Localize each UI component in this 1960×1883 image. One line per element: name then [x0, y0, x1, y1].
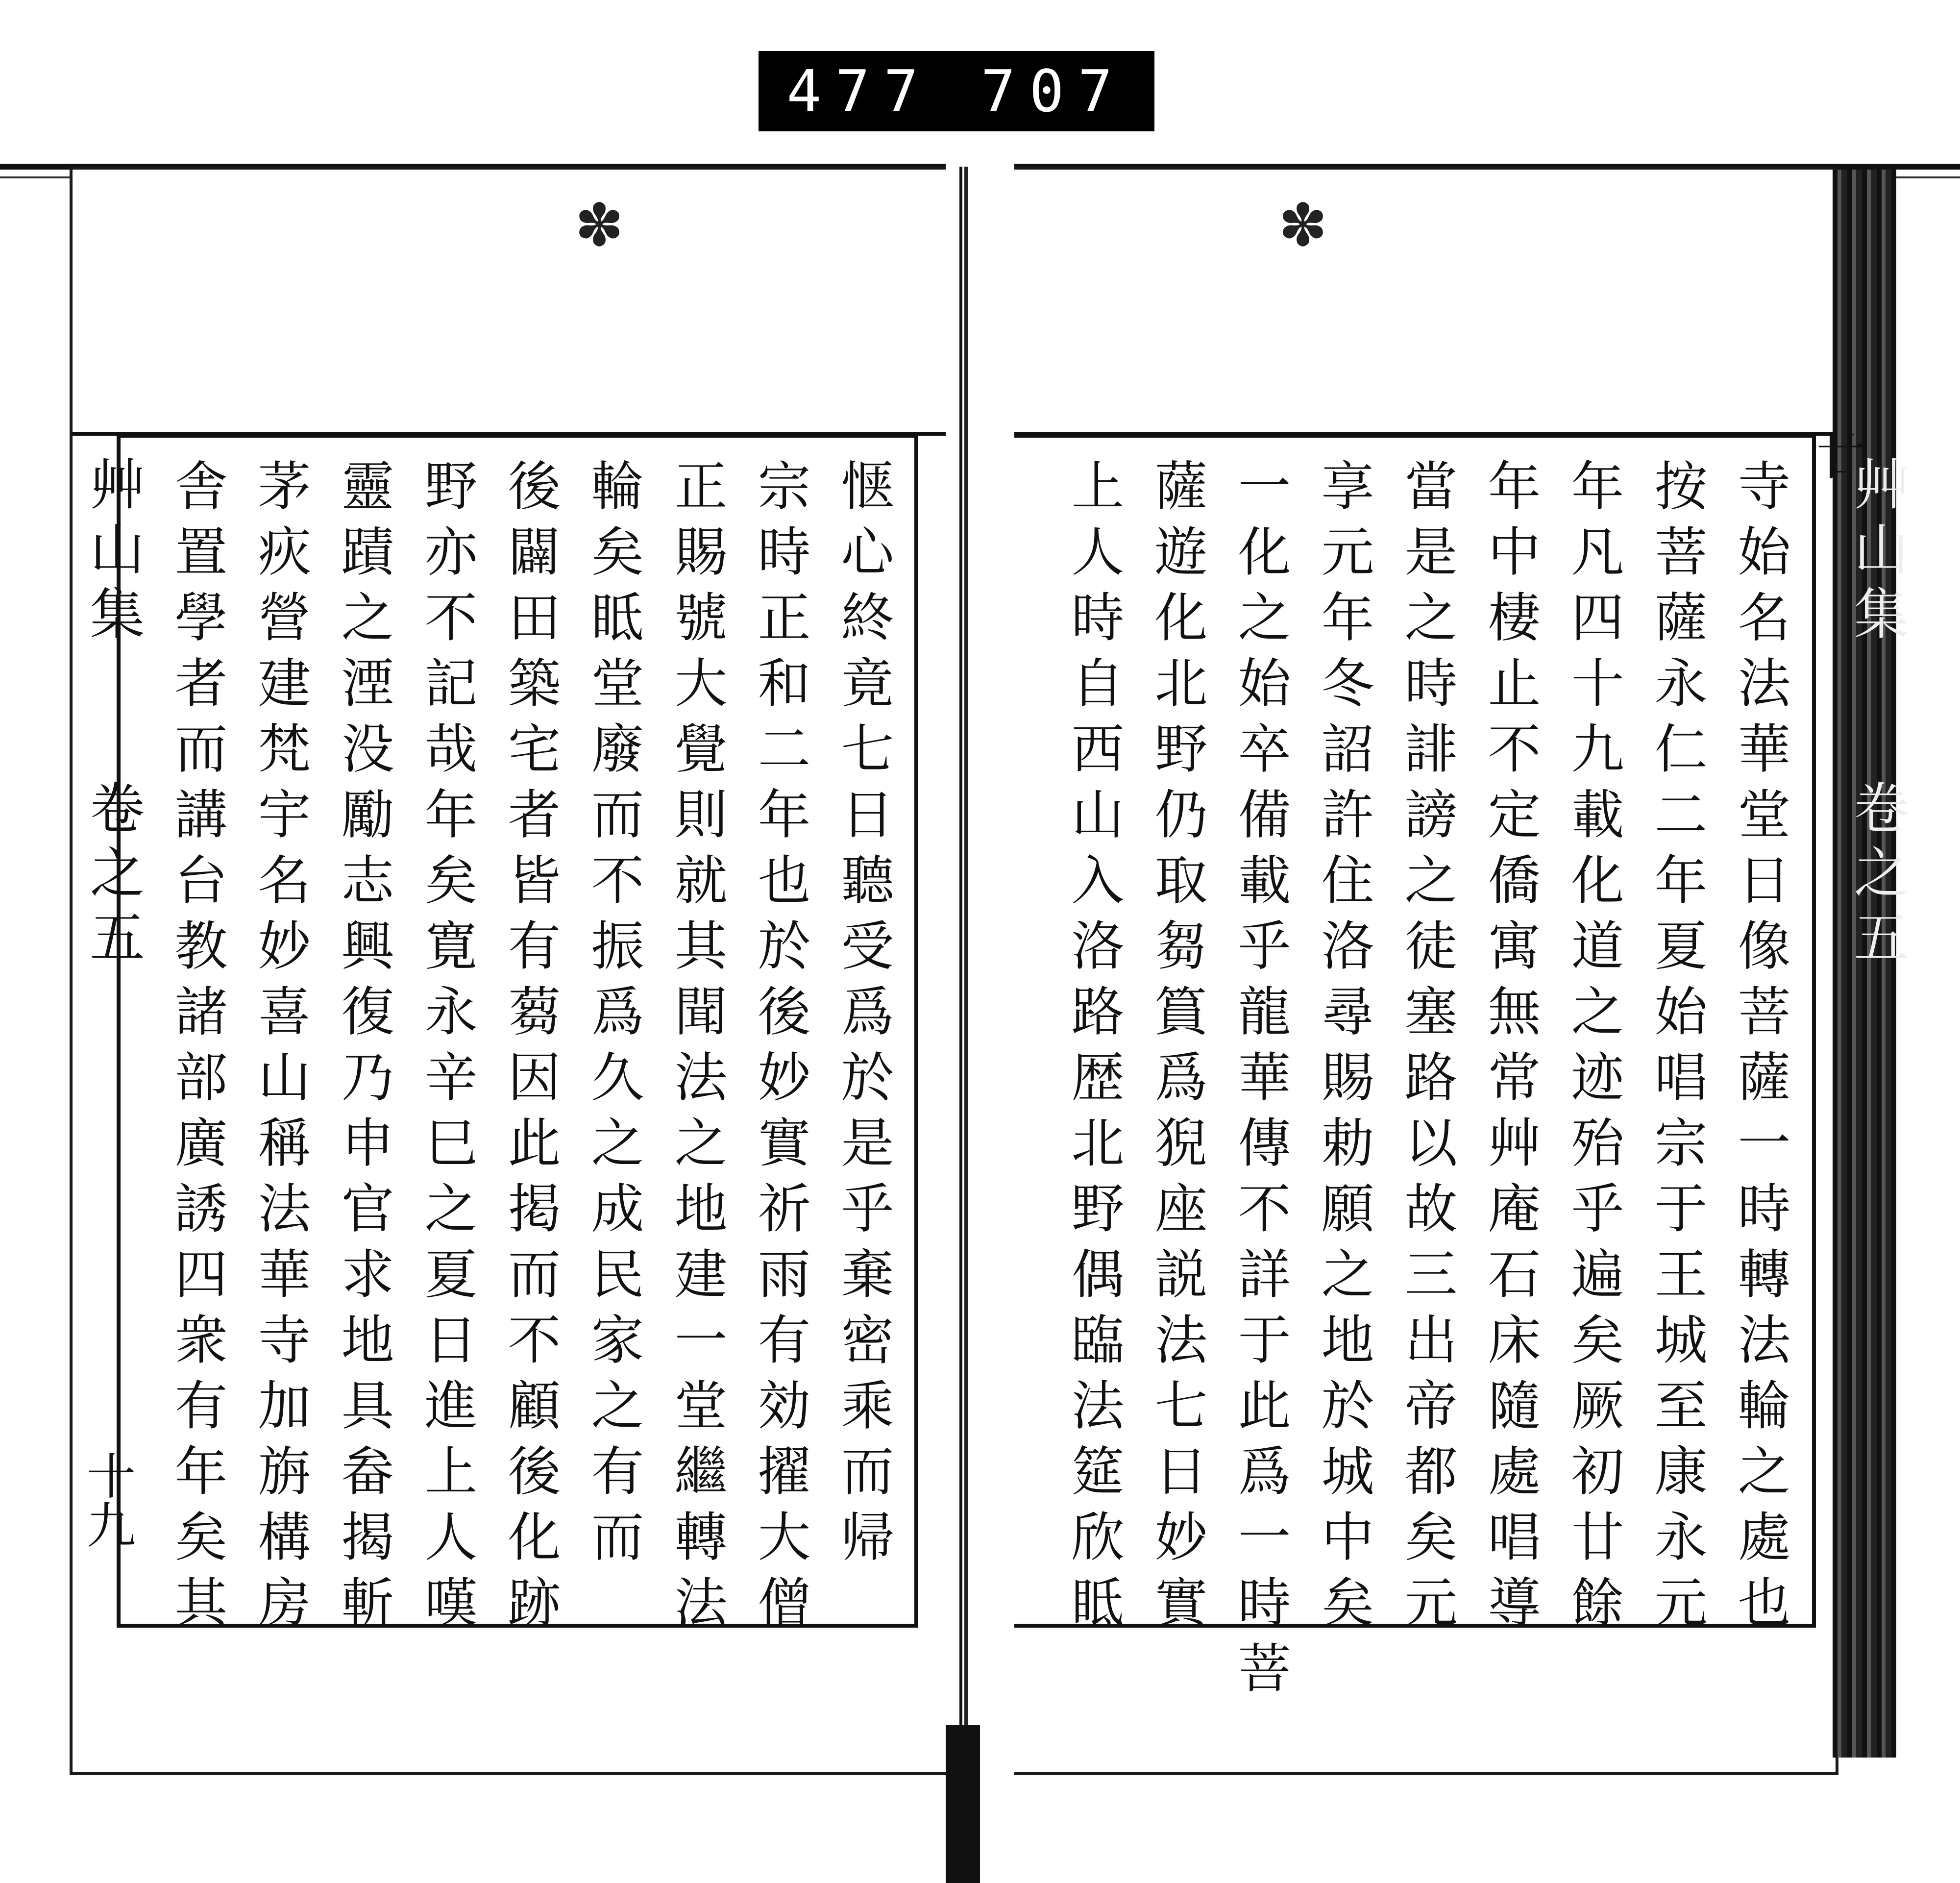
text-column: 靈蹟之湮没勵志興復乃申官求地具畚揭斬 [332, 458, 393, 1640]
catalog-label: 477 707 [759, 51, 1154, 131]
text-column: 宗時正和二年也於後妙實祈雨有効擢大僧 [749, 458, 810, 1640]
gutter-line [959, 167, 962, 1883]
text-column: 一化之始卒備載乎龍華傳不詳于此爲一時菩 [1229, 458, 1290, 1706]
right-folio: 廿 [1808, 431, 1865, 480]
text-column: 野亦不記哉年矣寛永辛巳之夏日進上人嘆 [416, 458, 477, 1640]
text-column: 輪矣眡堂廢而不振爲久之成民家之有而 [582, 458, 643, 1575]
right-margin-title: 艸山集 [1845, 456, 1909, 650]
text-column: 正賜號大覺則就其聞法之地建一堂繼轉法 [665, 458, 727, 1640]
binding-stem [946, 1725, 980, 1883]
text-column: 薩遊化北野仍取芻篔爲猊座説法七日妙實 [1146, 458, 1207, 1640]
text-column: 寺始名法華堂日像菩薩一時轉法輪之處也 [1729, 458, 1790, 1640]
text-column: 享元年冬詔許住洛尋賜勅願之地於城中矣 [1312, 458, 1373, 1640]
left-volume-label: 卷之五 [81, 779, 145, 973]
text-column: 上人時自西山入洛路歴北野偶臨法筵欣眡 [1062, 458, 1124, 1640]
text-column: 惬心終竟七日聽受爲於是乎棄密乘而帰 [832, 458, 893, 1575]
left-margin-title: 艸山集 [81, 456, 145, 650]
text-column: 年凡四十九載化道之迹殆乎遍矣厥初廿餘 [1562, 458, 1623, 1640]
text-column: 年中棲止不定僑寓無常艸庵石床隨處唱導 [1479, 458, 1540, 1640]
text-column: 按菩薩永仁二年夏始唱宗于王城至康永元 [1645, 458, 1707, 1640]
left-folio: 十九 [78, 1451, 136, 1549]
text-column: 當是之時誹謗之徒塞路以故三出帝都矣元 [1396, 458, 1457, 1640]
gutter [946, 162, 1014, 1883]
text-column: 舎置學者而講台教諸部廣誘四衆有年矣其 [166, 458, 227, 1640]
ornament-mark-icon: ✽ [1278, 192, 1328, 260]
ornament-mark-icon: ✽ [574, 192, 624, 260]
right-volume-label: 卷之五 [1845, 779, 1909, 973]
text-column: 後闢田築宅者皆有蒭因此掲而不顧後化跡 [499, 458, 560, 1640]
left-page-head-area [73, 170, 950, 436]
text-column: 茅疢營建梵宇名妙喜山稱法華寺加旃構房 [249, 458, 310, 1640]
right-page-head-area [967, 170, 1836, 436]
gutter-line-secondary [964, 167, 968, 1883]
